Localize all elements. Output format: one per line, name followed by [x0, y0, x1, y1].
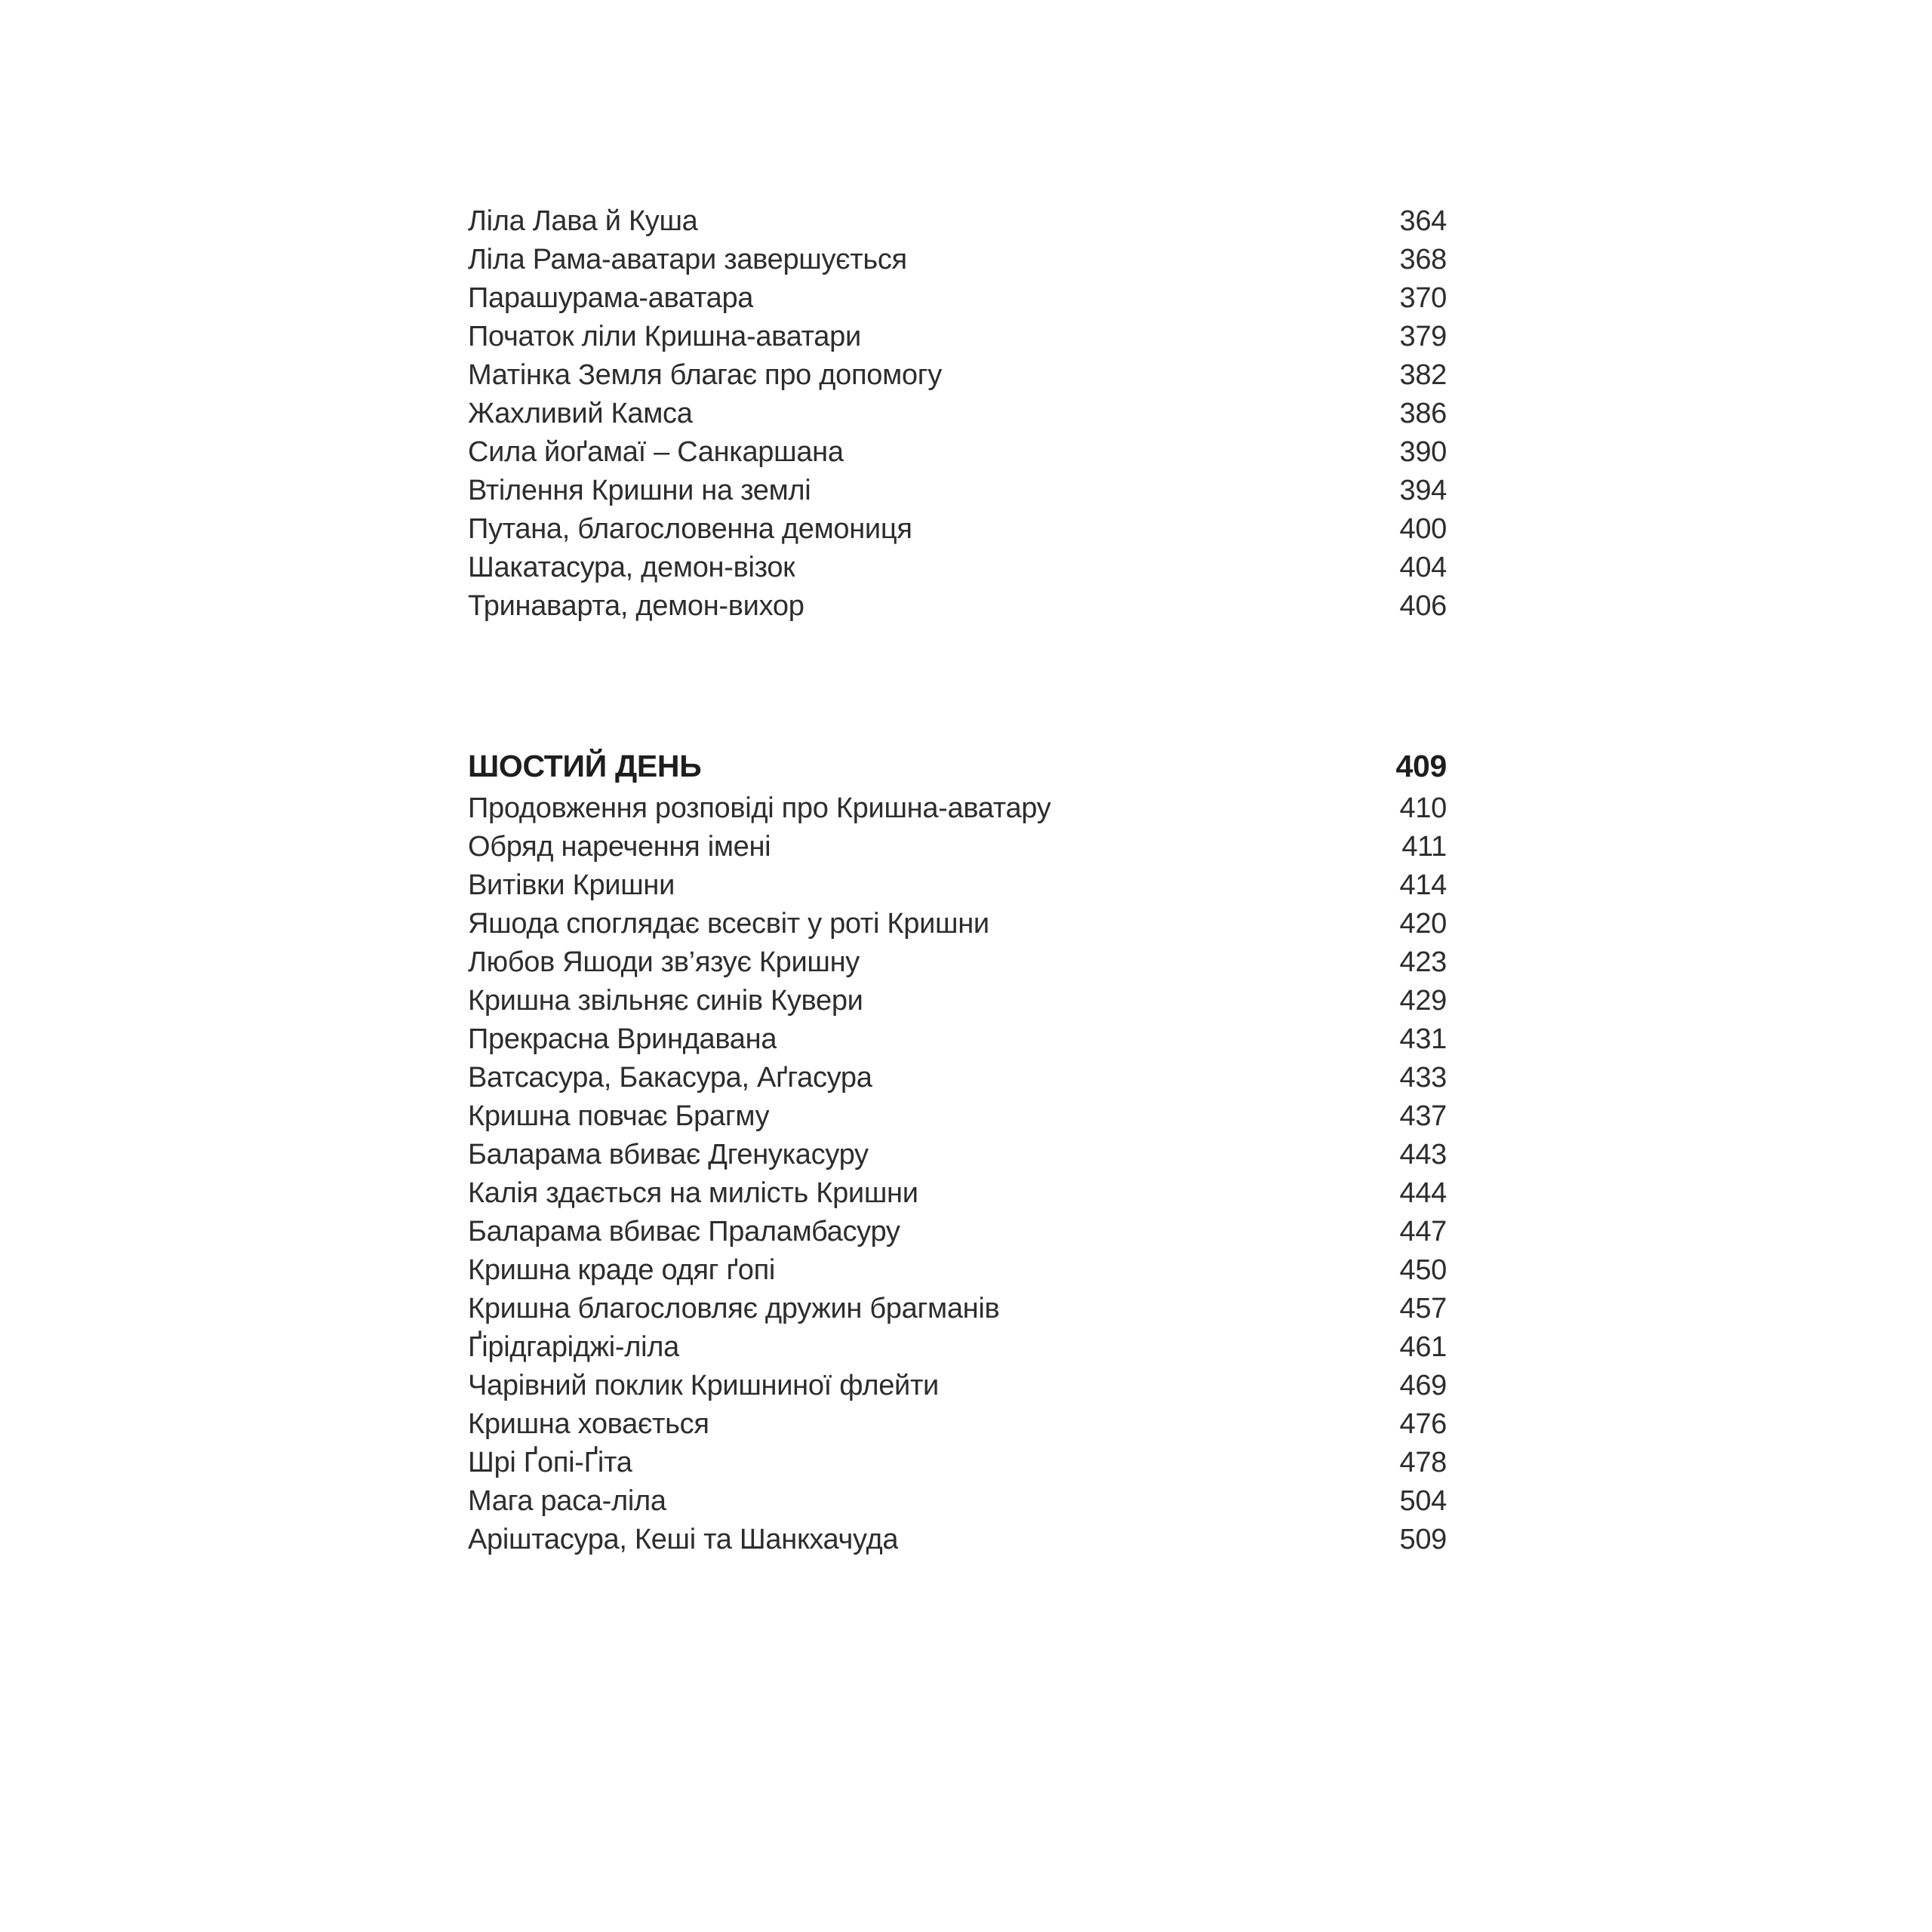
toc-entry-title: Ліла Рама-аватари завершується: [468, 244, 907, 275]
toc-entry-title: Ґірідгаріджі-ліла: [468, 1331, 680, 1363]
toc-entry: [468, 1174, 1447, 1213]
toc-entry-page-number: 420: [1399, 908, 1447, 940]
toc-entry-page-number: 411: [1401, 831, 1447, 863]
toc-entry-title: Шакатасура, демон-візок: [468, 552, 795, 583]
toc-entry-page-number: 457: [1399, 1293, 1447, 1324]
toc-entry-title: Яшода споглядає всесвіт у роті Кришни: [468, 908, 989, 940]
toc-entry-page-number: 478: [1399, 1447, 1447, 1478]
toc-entry: [468, 943, 1447, 982]
toc-entry-page-number: 390: [1399, 436, 1447, 468]
toc-entry-page-number: 379: [1399, 321, 1447, 352]
toc-entry: [468, 982, 1447, 1020]
toc-entry-title: Сила йоґамаї – Санкаршана: [468, 436, 844, 468]
toc-entry-page-number: 404: [1399, 552, 1447, 583]
toc-entry-page-number: 504: [1399, 1485, 1447, 1517]
toc-entry-page-number: 444: [1399, 1177, 1447, 1209]
toc-entry: [468, 905, 1447, 943]
toc-entry-title: Путана, благословенна демониця: [468, 513, 912, 545]
toc-entry: [468, 866, 1447, 905]
toc-entry-title: Матінка Земля благає про допомогу: [468, 359, 942, 391]
toc-entry-title: Кришна благословляє дружин брагманів: [468, 1293, 1000, 1324]
toc-entry: [468, 395, 1447, 433]
toc-entry-title: Продовження розповіді про Кришна-аватару: [468, 792, 1051, 824]
toc-entry-page-number: 431: [1399, 1023, 1447, 1055]
toc-entry: [468, 789, 1447, 828]
toc-entry-page-number: 386: [1399, 398, 1447, 429]
toc-entry-title: Калія здається на милість Кришни: [468, 1177, 918, 1209]
toc-entry-page-number: 364: [1399, 205, 1447, 237]
toc-entry-page-number: 450: [1399, 1254, 1447, 1286]
toc-entry: [468, 472, 1447, 510]
toc-entry-page-number: 447: [1399, 1216, 1447, 1247]
toc-entry-title: Ліла Лава й Куша: [468, 205, 698, 237]
toc-entry-title: Кришна ховається: [468, 1408, 709, 1440]
toc-entry: [468, 241, 1447, 279]
toc-entry: [468, 1328, 1447, 1367]
toc-entry: [468, 1136, 1447, 1174]
toc-entry-title: Чарівний поклик Кришниної флейти: [468, 1370, 939, 1401]
toc-section-header: [468, 743, 1447, 789]
toc-entry-title: Кришна краде одяг ґопі: [468, 1254, 776, 1286]
toc-entry: [468, 356, 1447, 395]
toc-entry-page-number: 429: [1399, 985, 1447, 1017]
toc-entry-title: Любов Яшоди зв’язує Кришну: [468, 946, 860, 978]
toc-entry-page-number: 437: [1399, 1100, 1447, 1132]
toc-entry: [468, 318, 1447, 356]
toc-entry: [468, 1444, 1447, 1482]
toc-entry-title: Прекрасна Вриндавана: [468, 1023, 777, 1055]
toc-entry-page-number: 433: [1399, 1062, 1447, 1094]
toc-entry-page-number: 370: [1399, 282, 1447, 314]
toc-entry: [468, 433, 1447, 472]
toc-entry-page-number: 394: [1399, 475, 1447, 506]
toc-entry-title: Шрі Ґопі-Ґіта: [468, 1447, 632, 1478]
toc-entry-title: Втілення Кришни на землі: [468, 475, 811, 506]
toc-entry: [468, 1290, 1447, 1328]
toc-entry-title: Тринаварта, демон-вихор: [468, 590, 804, 622]
toc-entry-title: Мага раса-ліла: [468, 1485, 666, 1517]
toc-section: [468, 202, 1447, 626]
toc-entry-page-number: 382: [1399, 359, 1447, 391]
toc-entry-title: Обряд наречення імені: [468, 831, 771, 863]
toc-entry-page-number: 400: [1399, 513, 1447, 545]
toc-entry: [468, 202, 1447, 241]
toc-entry: [468, 1521, 1447, 1559]
toc-section-header-page-number: 409: [1395, 749, 1447, 783]
toc-entry: [468, 1213, 1447, 1251]
toc-entry: [468, 1405, 1447, 1444]
toc-entry: [468, 587, 1447, 626]
toc-entry-page-number: 461: [1399, 1331, 1447, 1363]
toc-entry: [468, 1097, 1447, 1136]
toc-entry-title: Кришна звільняє синів Кувери: [468, 985, 863, 1017]
toc-entry-page-number: 414: [1399, 869, 1447, 901]
toc-entry-title: Жахливий Камса: [468, 398, 693, 429]
table-of-contents: [468, 202, 1447, 1559]
toc-entry-title: Парашурама-аватара: [468, 282, 754, 314]
toc-entry-page-number: 368: [1399, 244, 1447, 275]
toc-section-header-title: ШОСТИЙ ДЕНЬ: [468, 749, 702, 783]
toc-entry-page-number: 469: [1399, 1370, 1447, 1401]
toc-entry-page-number: 406: [1399, 590, 1447, 622]
toc-entry: [468, 1251, 1447, 1290]
toc-entry: [468, 1020, 1447, 1059]
toc-entry-page-number: 509: [1399, 1524, 1447, 1555]
toc-entry: [468, 1059, 1447, 1097]
toc-entry: [468, 1482, 1447, 1521]
toc-entry: [468, 279, 1447, 318]
toc-section: [468, 743, 1447, 1559]
toc-entry-title: Початок ліли Кришна-аватари: [468, 321, 861, 352]
toc-entry-title: Аріштасура, Кеші та Шанкхачуда: [468, 1524, 899, 1555]
toc-entry: [468, 828, 1447, 866]
toc-entry-title: Ватсасура, Бакасура, Аґгасура: [468, 1062, 872, 1094]
toc-entry-page-number: 410: [1399, 792, 1447, 824]
toc-entry-page-number: 423: [1399, 946, 1447, 978]
toc-entry: [468, 549, 1447, 587]
toc-entry: [468, 1367, 1447, 1405]
toc-entry: [468, 510, 1447, 549]
toc-entry-title: Баларама вбиває Праламбасуру: [468, 1216, 900, 1247]
toc-entry-title: Витівки Кришни: [468, 869, 675, 901]
toc-entry-title: Кришна повчає Брагму: [468, 1100, 770, 1132]
toc-entry-page-number: 443: [1399, 1139, 1447, 1171]
toc-entry-title: Баларама вбиває Дгенукасуру: [468, 1139, 869, 1171]
toc-entry-page-number: 476: [1399, 1408, 1447, 1440]
